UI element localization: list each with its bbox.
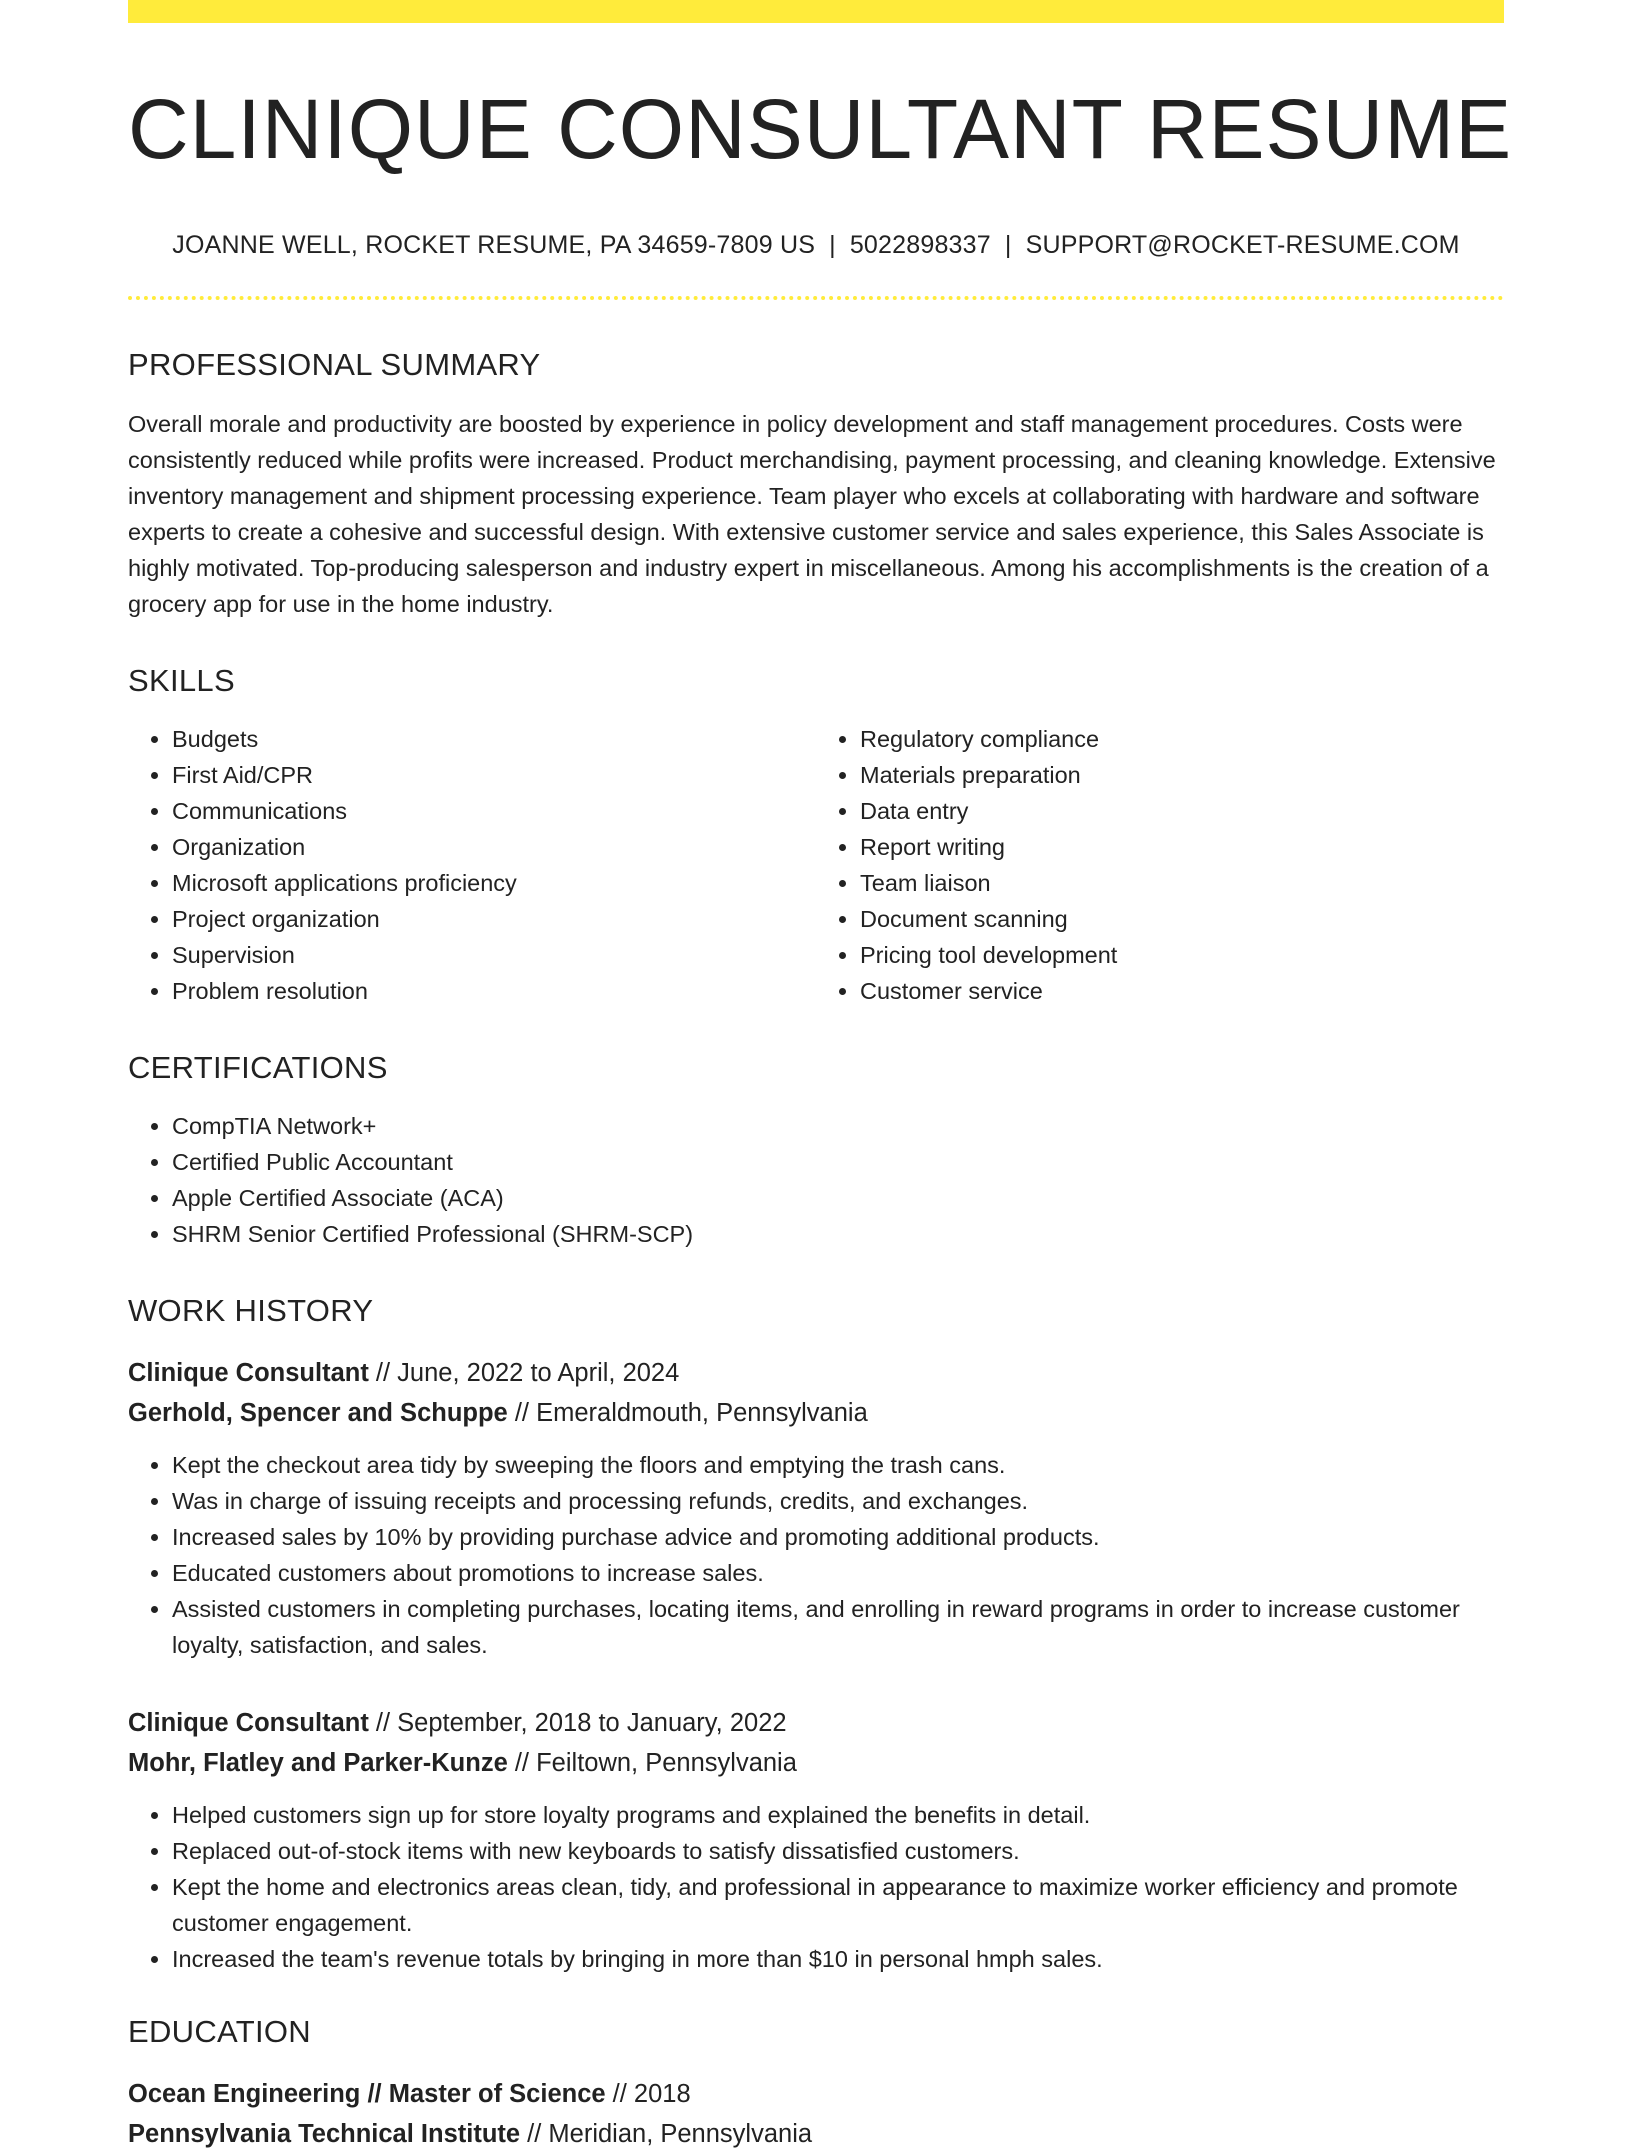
section-title-summary: PROFESSIONAL SUMMARY: [128, 347, 541, 383]
education-year: // 2018: [605, 2080, 691, 2109]
job-dates: // June, 2022 to April, 2024: [368, 1359, 680, 1388]
list-item: • CompTIA Network+: [172, 1108, 1504, 1144]
list-item: • First Aid/CPR: [172, 757, 816, 793]
contact-line: [128, 231, 1504, 260]
job-duties-list: [128, 1797, 1504, 1977]
list-item: • Replaced out-of-stock items with new keyboards to satisfy dissatisfied customers.: [172, 1833, 1504, 1869]
list-item: • Increased the team's revenue totals by bringing in more than $10 in personal hmph sales.: [172, 1941, 1504, 1977]
resume-page: [128, 0, 1513, 2154]
contact-phone: 5022898337: [849, 231, 991, 260]
list-item: • Customer service: [860, 973, 1504, 1009]
education-degree: Ocean Engineering // Master of Science: [128, 2080, 606, 2109]
list-item: • Kept the home and electronics areas clean, tidy, and professional in appearance to maximize worker efficiency and promote customer engagement.: [172, 1869, 1504, 1941]
list-item: • Assisted customers in completing purchases, locating items, and enrolling in reward programs in order to increase customer loyalty, satisfaction, and sales.: [172, 1591, 1504, 1663]
job-location: // Emeraldmouth, Pennsylvania: [507, 1399, 868, 1428]
skills-column-right: [816, 699, 1504, 1009]
job-company-line: [128, 1393, 1504, 1433]
skills-list-left: [128, 721, 816, 1009]
list-item: • Team liaison: [860, 865, 1504, 901]
list-item: • SHRM Senior Certified Professional (SHRM-SCP): [172, 1216, 1504, 1252]
job-role: Clinique Consultant: [128, 1709, 369, 1738]
list-item: • Communications: [172, 793, 816, 829]
list-item: • Increased sales by 10% by providing purchase advice and promoting additional products.: [172, 1519, 1504, 1555]
page-title: CLINIQUE CONSULTANT RESUME: [128, 82, 1513, 176]
job-entry: [128, 1703, 1504, 1977]
job-entry: [128, 1353, 1504, 1663]
summary-text: Overall morale and productivity are boosted by experience in policy development and staff management procedures. Costs were consistently reduced while profits were increased. Product merchandising, payment processing, and cleaning knowledge. Extensive inventory management and shipment processing experience. Team player who excels at collaborating with hardware and software experts to create a cohesive and successful design. With extensive customer service and sales experience, this Sales Associate is highly motivated. Top-producing salesperson and industry expert in miscellaneous. Among his accomplishments is the creation of a grocery app for use in the home industry.: [128, 410, 1496, 617]
list-item: • Apple Certified Associate (ACA): [172, 1180, 1504, 1216]
list-item: • Data entry: [860, 793, 1504, 829]
skills-columns: [128, 699, 1504, 1009]
job-company-line: [128, 1743, 1504, 1783]
job-dates: // September, 2018 to January, 2022: [368, 1709, 787, 1738]
list-item: • Kept the checkout area tidy by sweeping the floors and emptying the trash cans.: [172, 1447, 1504, 1483]
list-item: • Microsoft applications proficiency: [172, 865, 816, 901]
list-item: • Certified Public Accountant: [172, 1144, 1504, 1180]
skills-column-left: [128, 699, 816, 1009]
certifications-list: [128, 1108, 1504, 1252]
list-item: • Document scanning: [860, 901, 1504, 937]
list-item: • Project organization: [172, 901, 816, 937]
list-item: • Was in charge of issuing receipts and processing refunds, credits, and exchanges.: [172, 1483, 1504, 1519]
contact-separator: |: [1004, 231, 1012, 260]
job-role: Clinique Consultant: [128, 1359, 369, 1388]
education-entry: [128, 2074, 1504, 2154]
education-school-line: [128, 2114, 1504, 2154]
job-location: // Feiltown, Pennsylvania: [507, 1749, 797, 1778]
list-item: • Regulatory compliance: [860, 721, 1504, 757]
contact-address: JOANNE WELL, ROCKET RESUME, PA 34659-7809 US: [172, 231, 816, 260]
skills-list-right: [816, 721, 1504, 1009]
list-item: • Materials preparation: [860, 757, 1504, 793]
list-item: • Pricing tool development: [860, 937, 1504, 973]
section-title-education: EDUCATION: [128, 2014, 311, 2050]
list-item: • Problem resolution: [172, 973, 816, 1009]
education-location: // Meridian, Pennsylvania: [520, 2120, 813, 2149]
section-title-skills: SKILLS: [128, 662, 235, 698]
list-item: • Helped customers sign up for store loyalty programs and explained the benefits in detail.: [172, 1797, 1504, 1833]
dotted-divider: [128, 296, 1504, 300]
section-title-certifications: CERTIFICATIONS: [128, 1049, 388, 1085]
job-role-line: [128, 1703, 1504, 1743]
job-duties-list: [128, 1447, 1504, 1663]
job-company: Mohr, Flatley and Parker-Kunze: [128, 1749, 508, 1778]
contact-email: SUPPORT@ROCKET-RESUME.COM: [1025, 231, 1460, 260]
list-item: • Supervision: [172, 937, 816, 973]
list-item: • Educated customers about promotions to increase sales.: [172, 1555, 1504, 1591]
accent-bar: [128, 0, 1504, 23]
list-item: • Budgets: [172, 721, 816, 757]
contact-separator: |: [829, 231, 836, 260]
list-item: • Report writing: [860, 829, 1504, 865]
job-company: Gerhold, Spencer and Schuppe: [128, 1399, 508, 1428]
education-school: Pennsylvania Technical Institute: [128, 2120, 521, 2149]
education-degree-line: [128, 2074, 1504, 2114]
list-item: • Organization: [172, 829, 816, 865]
job-role-line: [128, 1353, 1504, 1393]
section-title-work-history: WORK HISTORY: [128, 1292, 374, 1328]
